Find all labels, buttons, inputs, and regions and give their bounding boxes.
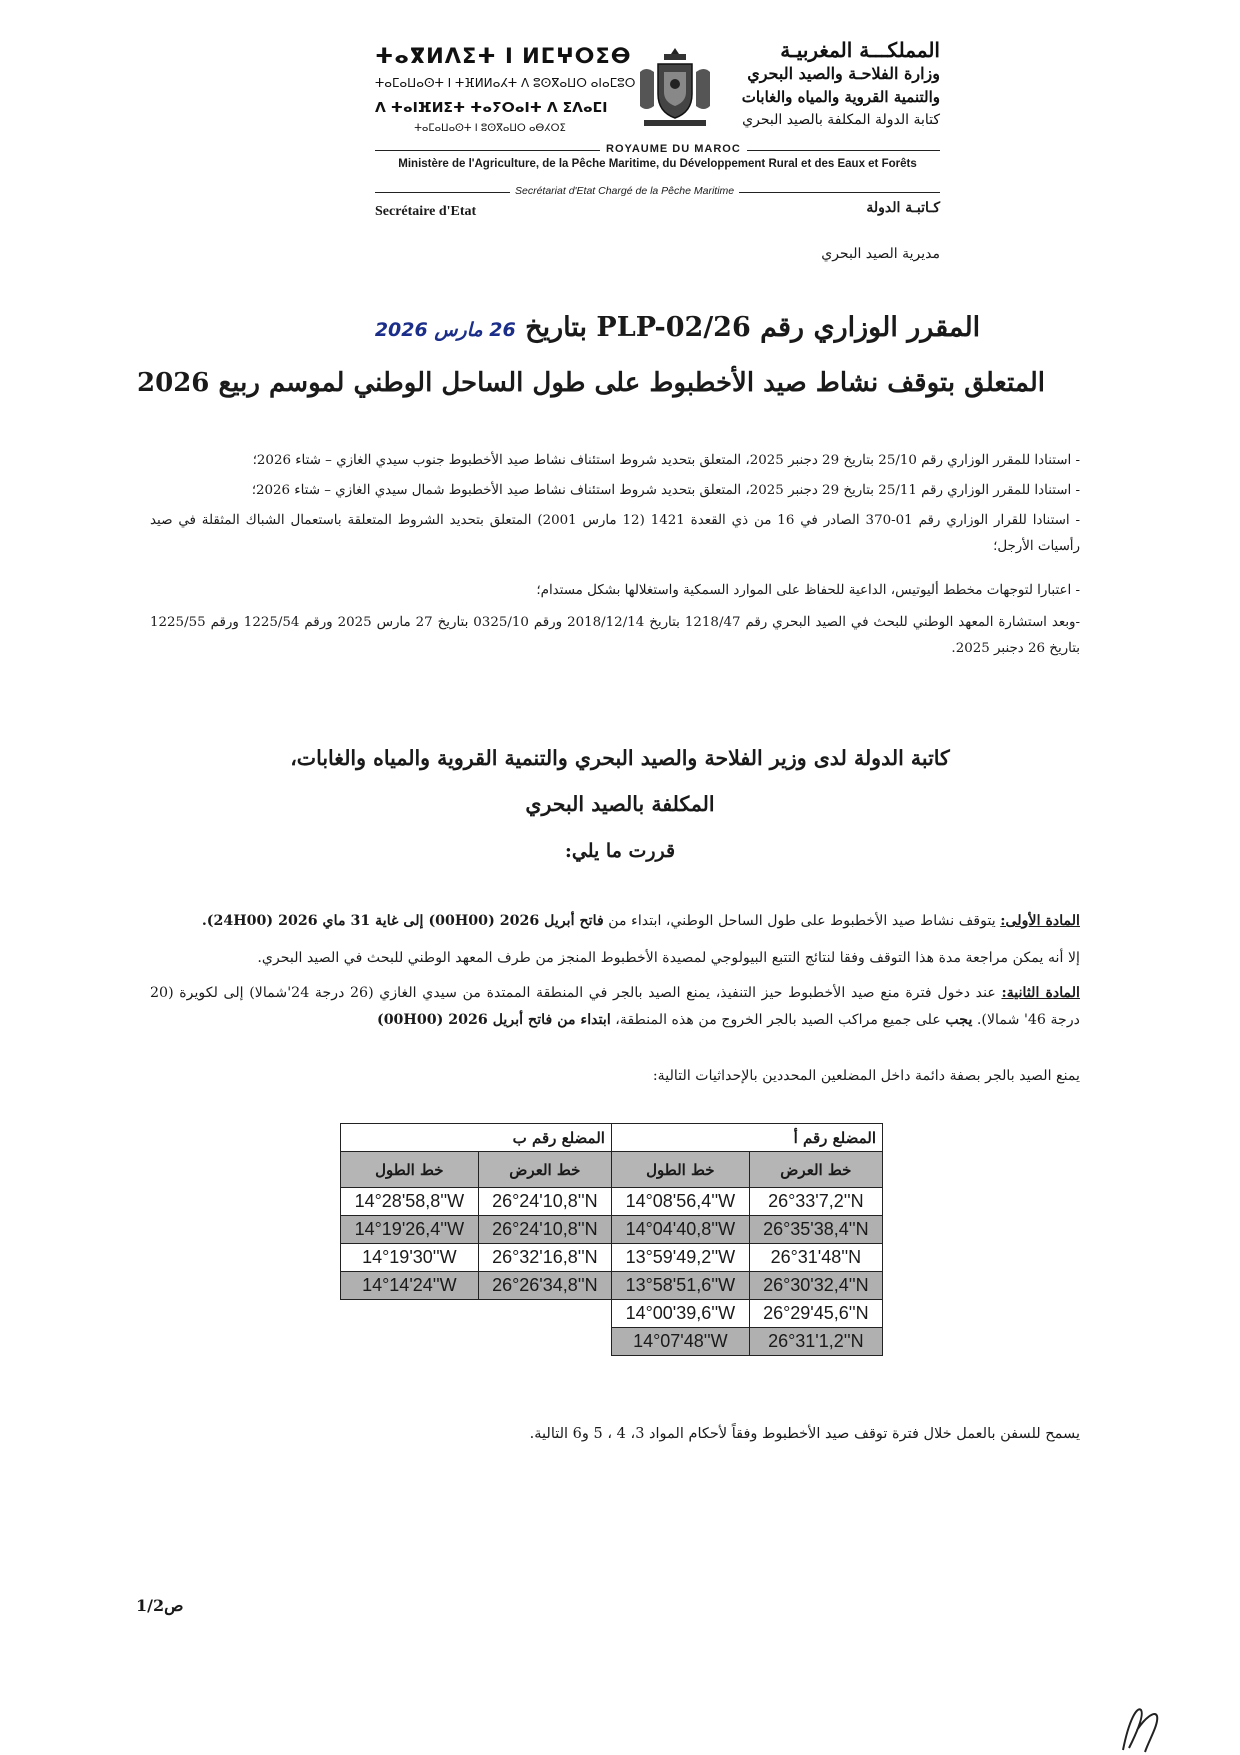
decision-number: المقرر الوزاري رقم PLP-02/26 بتاريخ xyxy=(525,312,981,343)
article-2-start: ابتداء من فاتح أبريل 2026 (00H00) xyxy=(376,1012,611,1028)
article-2 xyxy=(150,980,1080,1034)
coordinates-table xyxy=(340,1123,883,1356)
a-lat-6: 26°31'1,2''N xyxy=(749,1328,882,1356)
b-lon-1: 14°28'58,8''W xyxy=(341,1188,479,1216)
issuer-decided: قررت ما يلي: xyxy=(564,840,676,862)
tifinagh-ministry-2: ⴷ ⵜⴰⵏⴼⵍⵉⵜ ⵜⴰⵢⵔⴰⵏⵜ ⴷ ⵉⴷⴰⵎⵏ xyxy=(375,100,608,116)
ministry-name-fr: Ministère de l'Agriculture, de la Pêche Maritime, du Développement Rural et des Eaux et Forêts xyxy=(398,158,917,170)
handwritten-date: 26 مارس 2026 xyxy=(374,319,516,341)
col-longitude-b: خط الطول xyxy=(341,1152,479,1188)
a-lon-1: 14°08'56,4''W xyxy=(611,1188,749,1216)
secretariat-fr: Secrétariat d'Etat Chargé de la Pêche Maritime xyxy=(510,185,739,197)
a-lon-2: 14°04'40,8''W xyxy=(611,1216,749,1244)
b-lat-1: 26°24'10,8''N xyxy=(478,1188,611,1216)
article-2-text-b: على جميع مراكب الصيد بالجر الخروج من هذه المنطقة، xyxy=(610,1012,946,1028)
a-lon-5: 14°00'39,6''W xyxy=(611,1300,749,1328)
empty-cell xyxy=(478,1328,611,1356)
table-row xyxy=(341,1216,883,1244)
consideration-5: -وبعد استشارة المعهد الوطني للبحث في الصيد البحري رقم 1218/47 بتاريخ 2018/12/14 ورقم 0325/10 بتاريخ 27 مارس 2025 ورقم 1225/54 ورقم 1225/55 بتاريخ 26 دجنبر 2025. xyxy=(150,615,1081,656)
article-2-label: المادة الثانية: xyxy=(1001,985,1080,1001)
polygon-b-header: المضلع رقم ب xyxy=(341,1124,612,1152)
b-lon-4: 14°14'24''W xyxy=(341,1272,479,1300)
header-ministry-ar-2: والتنمية القروية والمياه والغابات xyxy=(741,88,940,106)
table-row xyxy=(341,1328,883,1356)
b-lon-3: 14°19'30''W xyxy=(341,1244,479,1272)
empty-cell xyxy=(341,1300,479,1328)
a-lat-5: 26°29'45,6''N xyxy=(749,1300,882,1328)
a-lon-3: 13°59'49,2''W xyxy=(611,1244,749,1272)
tifinagh-ministry-3: ⵜⴰⵎⴰⵡⴰⵙⵜ ⵏ ⵓⵙⴳⴰⵡⵔ ⴰⴱⵃⵔⵉ xyxy=(414,123,566,134)
a-lat-3: 26°31'48''N xyxy=(749,1244,882,1272)
decision-title xyxy=(300,312,1045,343)
article-2-must: يجب xyxy=(945,1012,973,1028)
article-1 xyxy=(150,908,1080,935)
consideration-4: - اعتبارا لتوجهات مخطط أليوتيس، الداعية للحفاظ على الموارد السمكية واستغلالها بشكل مستدام؛ xyxy=(536,583,1080,598)
consideration-2: - استنادا للمقرر الوزاري رقم 25/11 بتاريخ 29 دجنبر 2025، المتعلق بتحديد شروط استئناف نشاط صيد الأخطبوط شمال سيدي الغازي – شتاء 2026؛ xyxy=(251,483,1080,498)
page-number: ص1/2 xyxy=(136,1596,184,1615)
table-row xyxy=(341,1188,883,1216)
a-lat-4: 26°30'32,4''N xyxy=(749,1272,882,1300)
header-secretariat-ar: كتابة الدولة المكلفة بالصيد البحري xyxy=(742,112,940,128)
b-lon-2: 14°19'26,4''W xyxy=(341,1216,479,1244)
consideration-3: - استنادا للقرار الوزاري رقم 01-370 الصادر في 16 من ذي القعدة 1421 (12 مارس 2001) المتعلق بتحديد الشروط المتعلقة باستعمال الشباك المثقلة في صيد رأسيات الأرجل؛ xyxy=(150,513,1081,554)
empty-cell xyxy=(478,1300,611,1328)
table-row xyxy=(341,1244,883,1272)
b-lat-2: 26°24'10,8''N xyxy=(478,1216,611,1244)
decision-subject: المتعلق بتوقف نشاط صيد الأخطبوط على طول الساحل الوطني لموسم ربيع 2026 xyxy=(137,368,1045,398)
vessels-allowed-note: يسمح للسفن بالعمل خلال فترة توقف صيد الأخطبوط وفقاً لأحكام المواد 3، 4 ، 5 و6 التالية. xyxy=(529,1426,1080,1442)
col-longitude-a: خط الطول xyxy=(611,1152,749,1188)
issuer-line-1: كاتبة الدولة لدى وزير الفلاحة والصيد البحري والتنمية القروية والمياه والغابات، xyxy=(290,746,950,770)
royaume-label: ROYAUME DU MAROC xyxy=(600,143,747,155)
header-ministry-ar-1: وزارة الفلاحـة والصيد البحري xyxy=(747,64,940,83)
signature-initial-icon xyxy=(1115,1700,1165,1755)
tifinagh-kingdom: ⵜⴰⴳⵍⴷⵉⵜ ⵏ ⵍⵎⵖⵔⵉⴱ xyxy=(375,44,632,68)
table-row xyxy=(341,1272,883,1300)
tifinagh-ministry-1: ⵜⴰⵎⴰⵡⴰⵙⵜ ⵏ ⵜⴼⵍⵍⴰⵃⵜ ⴷ ⵓⵙⴳⴰⵡⵔ ⴰⵏⴰⵎⵓⵔ xyxy=(375,76,636,90)
empty-cell xyxy=(341,1328,479,1356)
article-2-polygons: يمنع الصيد بالجر بصفة دائمة داخل المضلعين المحددين بالإحداثيات التالية: xyxy=(652,1068,1080,1084)
col-latitude-a: خط العرض xyxy=(749,1152,882,1188)
a-lat-1: 26°33'7,2''N xyxy=(749,1188,882,1216)
b-lat-3: 26°32'16,8''N xyxy=(478,1244,611,1272)
table-row xyxy=(341,1300,883,1328)
secretaire-etat-ar: كـاتبـة الدولة xyxy=(866,200,940,216)
direction-label: مديرية الصيد البحري xyxy=(821,246,940,262)
a-lat-2: 26°35'38,4''N xyxy=(749,1216,882,1244)
table-header-row xyxy=(341,1124,883,1152)
article-1-label: المادة الأولى: xyxy=(1000,913,1080,929)
consideration-1: - استنادا للمقرر الوزاري رقم 25/10 بتاريخ 29 دجنبر 2025، المتعلق بتحديد شروط استئناف نشاط صيد الأخطبوط جنوب سيدي الغازي – شتاء 2026؛ xyxy=(252,453,1080,468)
polygon-a-header: المضلع رقم أ xyxy=(611,1124,882,1152)
article-1-review: إلا أنه يمكن مراجعة مدة هذا التوقف وفقا لنتائج التتبع البيولوجي لمصيدة الأخطبوط المنجز من طرف المعهد الوطني للبحث في الصيد البحري. xyxy=(257,950,1080,966)
article-2-text-a: عند دخول فترة منع صيد الأخطبوط حيز التنفيذ، يمنع الصيد بالجر في المنطقة الممتدة من سيدي الغازي (26 درجة 24'شمالا) إلى لكويرة (20 درجة 46' شمالا). xyxy=(150,985,1080,1028)
a-lon-6: 14°07'48''W xyxy=(611,1328,749,1356)
col-latitude-b: خط العرض xyxy=(478,1152,611,1188)
issuer-line-2: المكلفة بالصيد البحري xyxy=(525,792,715,816)
article-1-text: يتوقف نشاط صيد الأخطبوط على طول الساحل الوطني، ابتداء من xyxy=(603,913,1001,929)
header-kingdom-ar: المملكـــة المغربيـة xyxy=(780,38,940,62)
secretaire-etat-fr: Secrétaire d'Etat xyxy=(375,204,477,219)
table-subheader-row xyxy=(341,1152,883,1188)
royal-coat-of-arms-icon xyxy=(630,42,720,132)
article-1-period: فاتح أبريل 2026 (00H00) إلى غاية 31 ماي 2026 (24H00). xyxy=(201,913,604,929)
b-lat-4: 26°26'34,8''N xyxy=(478,1272,611,1300)
a-lon-4: 13°58'51,6''W xyxy=(611,1272,749,1300)
